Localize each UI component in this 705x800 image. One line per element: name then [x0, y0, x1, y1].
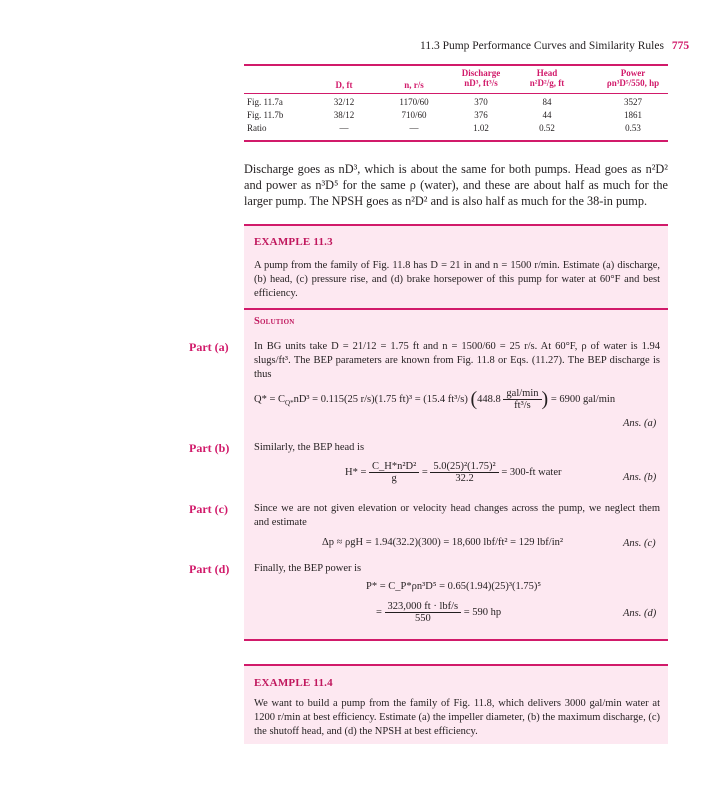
- col-header-discharge: Discharge nD³, ft³/s: [461, 68, 501, 88]
- equation-b: H* = $\frac{\text{C\_H*n²D²}}{g}$ = $\frac{\text{5.0(25)²(1.75)²}}{32.2}$ = 300-ft water: [345, 461, 562, 484]
- example-problem: A pump from the family of Fig. 11.8 has D = 21 in and n = 1500 r/min. Estimate (a) discharge, (b) head, (c) pressure rise, and (d) brake horsepower of this pump for water at 60°F and best efficiency.: [254, 260, 660, 299]
- part-d-text: Finally, the BEP power is: [254, 563, 362, 574]
- part-c-label: Part (c): [189, 502, 228, 516]
- part-a-label: Part (a): [189, 340, 229, 354]
- example2-problem: We want to build a pump from the family of Fig. 11.8, which delivers 3000 gal/min water at 1200 r/min at best efficiency. Estimate (a) the impeller diameter, (b) the maximum discharge, (c) the shutoff head, and (d) the NPSH at best efficiency.: [254, 698, 660, 737]
- running-header: [420, 40, 689, 52]
- table-top-rule: [244, 64, 668, 66]
- col-header-d: D, ft: [335, 80, 353, 90]
- answer-c: Ans. (c): [623, 538, 656, 549]
- part-d-label: Part (d): [189, 562, 230, 576]
- col-header-power: Power ρn³D⁵/550, hp: [606, 68, 660, 88]
- equation-d1: P* = C_P*ρn³D⁵ = 0.65(1.94)(25)³(1.75)⁵: [366, 581, 542, 592]
- table-bottom-rule: [244, 140, 668, 142]
- solution-title: Solution: [254, 316, 295, 327]
- part-a-text: In BG units take D = 21/12 = 1.75 ft and n = 1500/60 = 25 r/s. At 60°F, ρ of water is 1.94 slugs/ft³. The BEP parameters are known from Fig. 11.8 or Eqs. (11.27). The BEP discharge is thus: [254, 341, 660, 380]
- example2-title: EXAMPLE 11.4: [254, 677, 333, 689]
- col-header-head: Head n²D²/g, ft: [529, 68, 565, 88]
- equation-a: $Q* = C_{Q*}nD^3 = 0.115(25$ r/s)(1.75 ft)³ = (15.4 ft³/s) (448.8 $\frac{\text{gal/min}}{\text{ft³/s}}$ ) = 6900 gal/min: [254, 388, 616, 411]
- part-b-text: Similarly, the BEP head is: [254, 442, 365, 453]
- page-number: 775: [671, 40, 690, 52]
- body-paragraph: Discharge goes as nD³, which is about the same for both pumps. Head goes as n²D² and power as n³D⁵ for the same ρ (water), and these are about half as much for the larger pump. The NPSH goes as n²D² and is also half as much for the 38-in pump.: [244, 162, 668, 208]
- example-title: EXAMPLE 11.3: [254, 236, 333, 248]
- part-c-text: Since we are not given elevation or velocity head changes across the pump, we neglect them and estimate: [254, 503, 660, 528]
- answer-a: Ans. (a): [623, 418, 657, 429]
- solution-bar: [244, 308, 668, 310]
- table-header-rule: [244, 93, 668, 94]
- answer-b: Ans. (b): [623, 472, 657, 483]
- part-b-label: Part (b): [189, 441, 230, 455]
- equation-c: Δp ≈ ρgH = 1.94(32.2)(300) = 18,600 lbf/ft² = 129 lbf/in²: [322, 537, 564, 548]
- example-bottom-bar: [244, 639, 668, 641]
- equation-d2: = $\frac{\text{323,000 ft · lbf/s}}{550}$ = 590 hp: [376, 601, 502, 624]
- header-title: 11.3 Pump Performance Curves and Similarity Rules: [420, 40, 664, 52]
- col-header-n: n, r/s: [404, 80, 424, 90]
- answer-d: Ans. (d): [623, 608, 657, 619]
